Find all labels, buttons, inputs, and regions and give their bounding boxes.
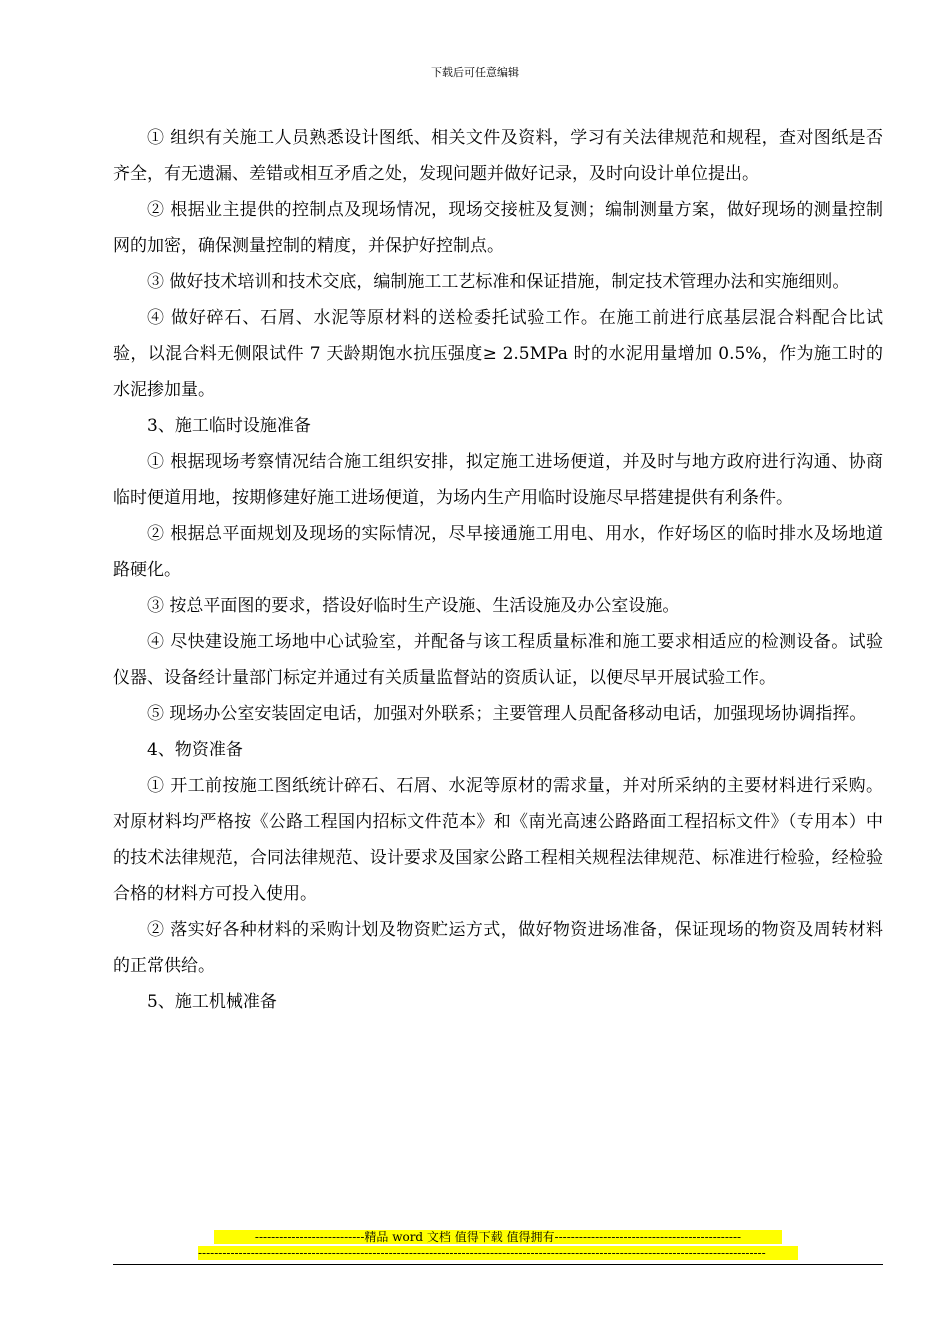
footer-rule	[113, 1264, 883, 1265]
paragraph: ③ 做好技术培训和技术交底，编制施工工艺标准和保证措施，制定技术管理办法和实施细则。	[147, 272, 850, 292]
paragraph: ② 根据总平面规划及现场的实际情况，尽早接通施工用电、用水，作好场区的临时排水及场地道路硬化。	[113, 524, 883, 580]
paragraph: ① 开工前按施工图纸统计碎石、石屑、水泥等原材的需求量，并对所采纳的主要材料进行采购。对原材料均严格按《公路工程国内招标文件范本》和《南光高速公路路面工程招标文件》（专用本）中的技术法律规范，合同法律规范、设计要求及国家公路工程相关规程法律规范、标准进行检验，经检验合格的材料方可投入使用。	[113, 776, 883, 904]
paragraph: ③ 按总平面图的要求，搭设好临时生产设施、生活设施及办公室设施。	[147, 596, 680, 616]
footer-banner: ---------------------------精品 word 文档 值得下载 值得拥有----------------------------------------------	[214, 1230, 782, 1244]
paragraph: ④ 做好碎石、石屑、水泥等原材料的送检委托试验工作。在施工前进行底基层混合料配合比试验，以混合料无侧限试件 7 天龄期饱水抗压强度≥ 2.5MPa 时的水泥用量增加 0.5%，作为施工时的水泥掺加量。	[113, 308, 883, 400]
paragraph: ② 落实好各种材料的采购计划及物资贮运方式，做好物资进场准备，保证现场的物资及周转材料的正常供给。	[113, 920, 883, 976]
paragraph: ④ 尽快建设施工场地中心试验室，并配备与该工程质量标准和施工要求相适应的检测设备。试验仪器、设备经计量部门标定并通过有关质量监督站的资质认证，以便尽早开展试验工作。	[113, 632, 883, 688]
paragraph: ② 根据业主提供的控制点及现场情况，现场交接桩及复测；编制测量方案，做好现场的测量控制网的加密，确保测量控制的精度，并保护好控制点。	[113, 200, 883, 256]
page-header: 下载后可任意编辑	[431, 66, 519, 79]
section-heading: 5、施工机械准备	[147, 992, 277, 1012]
footer-dashes: --------------------------------------------------------------------------------------------------------------------------------------------	[198, 1246, 798, 1260]
section-heading: 3、施工临时设施准备	[147, 416, 311, 436]
document-body	[113, 120, 883, 1020]
paragraph: ① 组织有关施工人员熟悉设计图纸、相关文件及资料，学习有关法律规范和规程，查对图纸是否齐全，有无遗漏、差错或相互矛盾之处，发现问题并做好记录，及时向设计单位提出。	[113, 128, 883, 184]
paragraph: ① 根据现场考察情况结合施工组织安排，拟定施工进场便道，并及时与地方政府进行沟通、协商临时便道用地，按期修建好施工进场便道，为场内生产用临时设施尽早搭建提供有利条件。	[113, 452, 883, 508]
paragraph: ⑤ 现场办公室安装固定电话，加强对外联系；主要管理人员配备移动电话，加强现场协调指挥。	[147, 704, 867, 724]
section-heading: 4、物资准备	[147, 740, 243, 760]
